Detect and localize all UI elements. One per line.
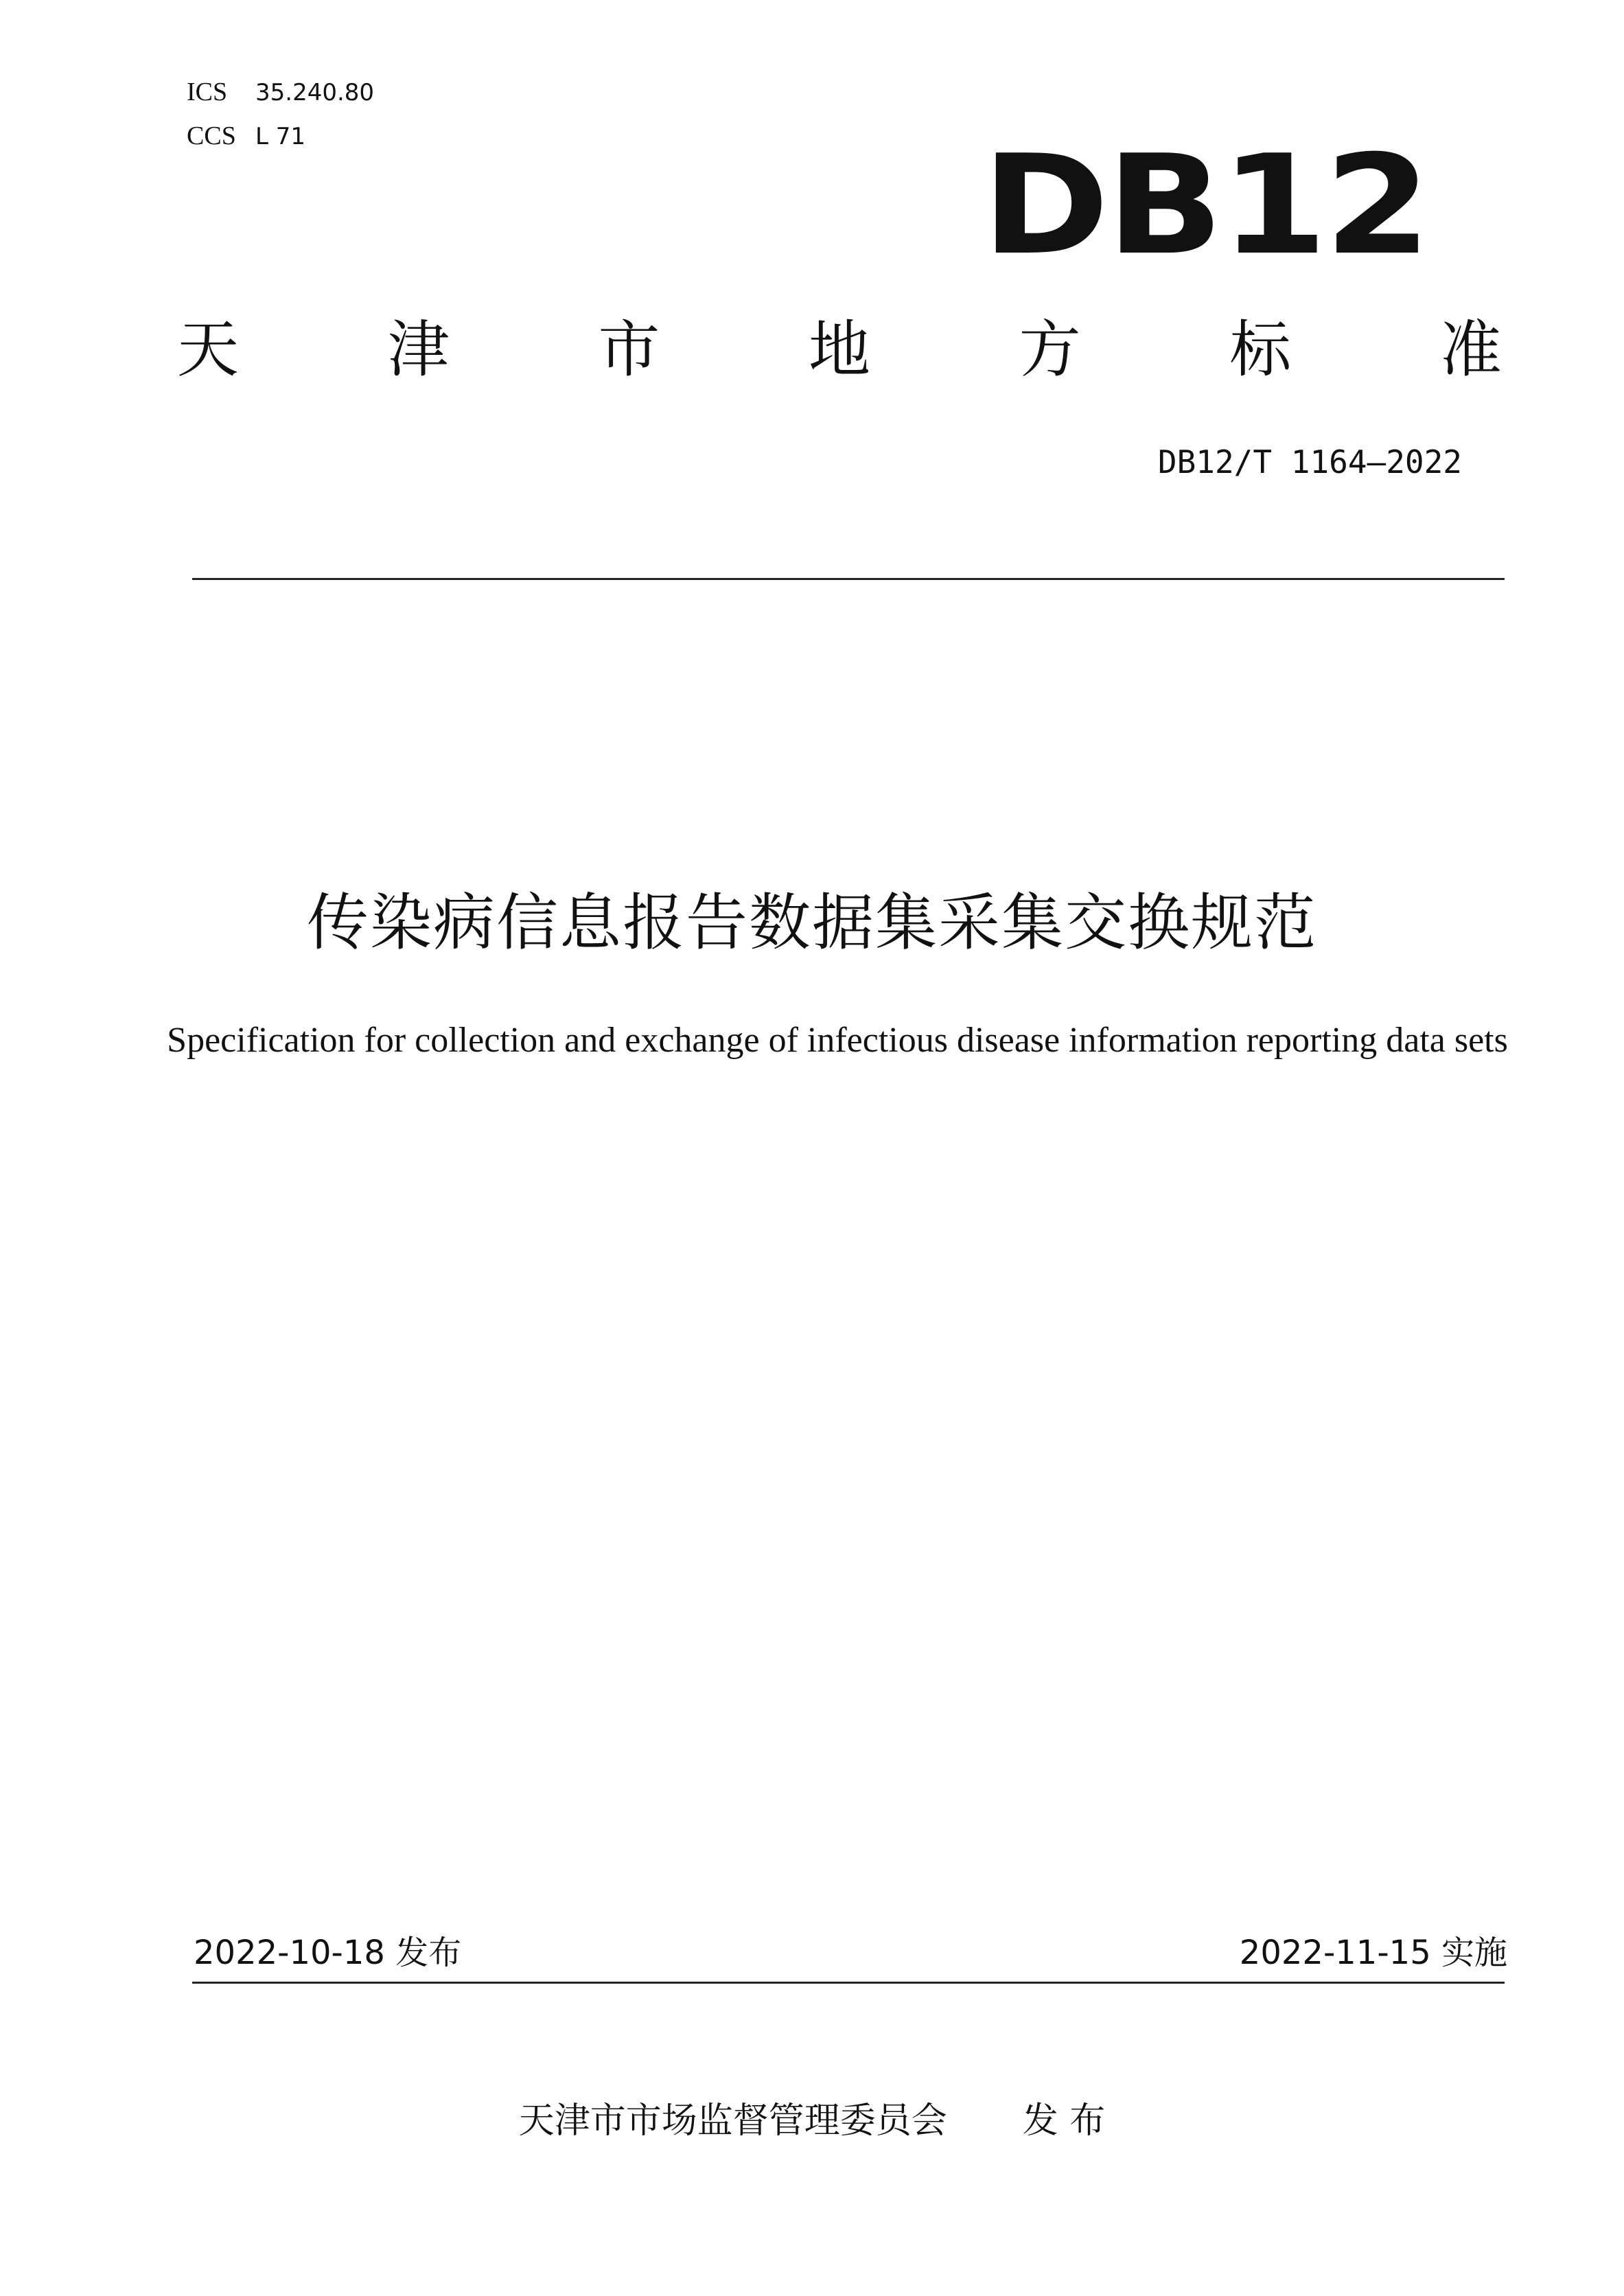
category-char: 地 bbox=[808, 314, 870, 386]
title-english: Specification for collection and exchange of infectious disease information reporting data sets bbox=[167, 1021, 1508, 1060]
ccs-value: L 71 bbox=[255, 123, 306, 150]
publish-action: 发 布 bbox=[1022, 2100, 1106, 2142]
header-divider bbox=[192, 578, 1505, 580]
category-char: 天 bbox=[177, 314, 239, 386]
standard-code: DB12/T 1164—2022 bbox=[1157, 443, 1462, 480]
issue-date: 2022-10-18 发布 bbox=[194, 1934, 462, 1972]
publisher-name: 天津市市场监督管理委员会 bbox=[518, 2100, 947, 2142]
implementation-date: 2022-11-15 实施 bbox=[1239, 1934, 1507, 1972]
publisher-line bbox=[0, 2097, 1624, 2145]
ics-value: 35.240.80 bbox=[255, 79, 375, 106]
ccs-classification bbox=[187, 121, 305, 152]
date-divider bbox=[192, 1982, 1505, 1984]
category-char: 标 bbox=[1229, 314, 1292, 386]
standard-category bbox=[177, 312, 1502, 388]
ics-label: ICS bbox=[187, 78, 228, 106]
category-char: 津 bbox=[387, 314, 450, 386]
category-char: 方 bbox=[1019, 314, 1081, 386]
ics-classification bbox=[187, 77, 374, 108]
ccs-label: CCS bbox=[187, 121, 236, 150]
category-char: 市 bbox=[598, 314, 660, 386]
category-char: 准 bbox=[1439, 314, 1502, 386]
standard-logo: DB12 bbox=[982, 126, 1428, 286]
title-chinese: 传染病信息报告数据集采集交换规范 bbox=[307, 887, 1317, 959]
